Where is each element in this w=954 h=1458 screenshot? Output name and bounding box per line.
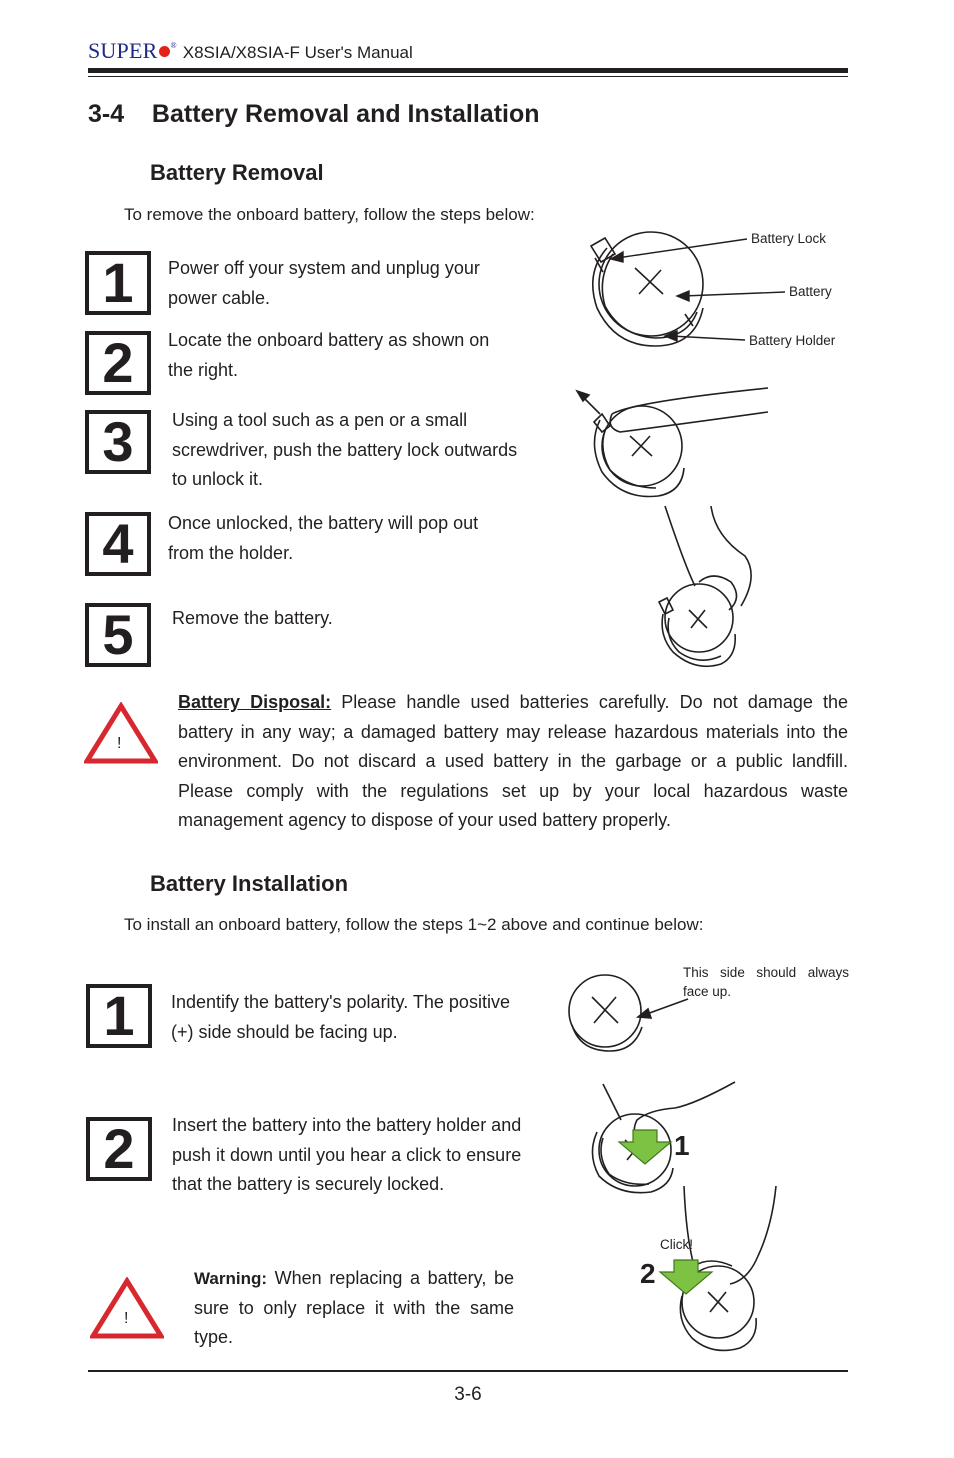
- callout-battery-lock: Battery Lock: [751, 231, 827, 246]
- removal-step-4-text: Once unlocked, the battery will pop out from the holder.: [168, 513, 479, 563]
- removal-step-1-text: Power off your system and unplug your power cable.: [168, 258, 480, 308]
- click-lock-diagram: [640, 1186, 790, 1366]
- removal-step-1-number: 1: [85, 251, 151, 315]
- battery-disposal-paragraph: [178, 688, 848, 836]
- push-lock-diagram: [572, 384, 772, 504]
- hazard-warning-icon: [84, 702, 158, 764]
- removal-step-5-text: Remove the battery.: [172, 608, 333, 628]
- install-step-2-number: 2: [86, 1117, 152, 1181]
- manual-title: X8SIA/X8SIA-F User's Manual: [182, 43, 413, 62]
- hazard-warning-mark: !: [117, 735, 122, 752]
- insert-battery-diagram: [585, 1080, 745, 1198]
- logo-dot-icon: [159, 46, 170, 57]
- removal-intro: To remove the onboard battery, follow the steps below:: [124, 205, 535, 224]
- removal-step-2-text: Locate the onboard battery as shown on the right.: [168, 330, 490, 380]
- footer-rule: [88, 1370, 848, 1372]
- warning-text: When replacing a battery, be sure to only replace it with the same type.: [194, 1268, 514, 1347]
- section-title: 3-4 Battery Removal and Installation: [88, 100, 540, 128]
- replacement-warning-icon: [90, 1277, 164, 1339]
- removal-heading: Battery Removal: [150, 160, 324, 185]
- removal-step-4-number: 4: [85, 512, 151, 576]
- replacement-warning-paragraph: [194, 1264, 514, 1353]
- warning-label: Warning:: [194, 1269, 268, 1288]
- battery-pop-out-diagram: [655, 506, 775, 670]
- installation-intro: To install an onboard battery, follow the steps 1~2 above and continue below:: [124, 915, 704, 934]
- installation-heading: Battery Installation: [150, 871, 349, 896]
- arrow-label-2: 2: [640, 1258, 656, 1289]
- header-rule-thick: [88, 68, 848, 73]
- install-step-2-text: Insert the battery into the battery holder and push it down until you hear a click to ensure that the battery is securely locked.: [172, 1115, 522, 1194]
- page-number: 3-6: [454, 1384, 482, 1405]
- battery-polarity-diagram: [560, 965, 690, 1057]
- removal-step-3-number: 3: [85, 410, 151, 474]
- callout-battery-holder: Battery Holder: [749, 333, 836, 348]
- removal-step-3-text: Using a tool such as a pen or a small screwdriver, push the battery lock outwards to unlock it.: [172, 410, 518, 489]
- install-step-1-text: Indentify the battery's polarity. The positive (+) side should be facing up.: [171, 992, 510, 1042]
- click-label: Click!: [660, 1237, 693, 1252]
- replacement-warning-mark: !: [124, 1310, 129, 1327]
- removal-step-5-number: 5: [85, 603, 151, 667]
- callout-battery: Battery: [789, 284, 832, 299]
- disposal-text: Please handle used batteries carefully. Do not damage the battery in any way; a damaged battery may release hazardous materials into the environment. Do not discard a used battery in the garbage or a public landfill. Please comply with the regulations set up by your local hazardous waste management agency to dispose of your used battery properly.: [178, 692, 849, 830]
- header-rule-thin: [88, 76, 848, 77]
- polarity-note: This side should always face up.: [683, 965, 849, 999]
- supermicro-logo: SUPER ®: [88, 38, 177, 63]
- arrow-label-1: 1: [674, 1130, 690, 1161]
- disposal-label: Battery Disposal:: [178, 692, 332, 712]
- removal-step-2-number: 2: [85, 331, 151, 395]
- running-header: [88, 38, 413, 68]
- install-step-1-number: 1: [86, 984, 152, 1048]
